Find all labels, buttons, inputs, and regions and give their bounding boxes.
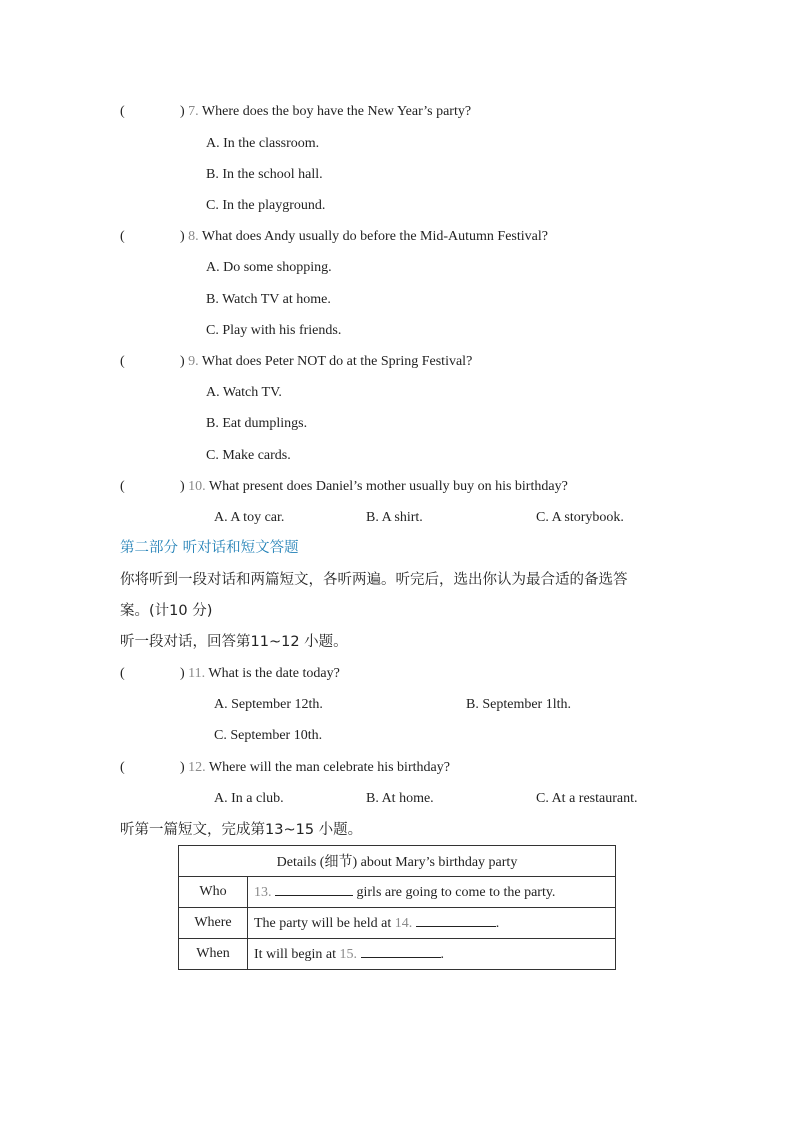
question-10-stem bbox=[180, 478, 568, 496]
question-12 bbox=[120, 759, 125, 777]
question-number: 12. bbox=[188, 760, 206, 775]
row-content bbox=[248, 877, 616, 908]
option-11b[interactable]: B. September 1lth. bbox=[466, 697, 571, 712]
option-11a[interactable]: A. September 12th. bbox=[214, 697, 323, 712]
table-row bbox=[179, 908, 616, 939]
answer-blank-13[interactable] bbox=[275, 883, 353, 896]
answer-blank-15[interactable] bbox=[361, 945, 441, 958]
answer-paren-open: ( bbox=[120, 666, 125, 681]
answer-paren-close: ) bbox=[180, 666, 185, 681]
option-8c[interactable]: C. Play with his friends. bbox=[206, 323, 342, 338]
question-number: 11. bbox=[188, 666, 206, 681]
question-9 bbox=[120, 353, 125, 371]
instruction-line-1: 你将听到一段对话和两篇短文，各听两遍。听完后，选出你认为最合适的备选答 bbox=[120, 572, 628, 588]
question-11-stem bbox=[180, 665, 340, 683]
passage-intro: 听第一篇短文，完成第13~15 小题。 bbox=[120, 822, 363, 838]
option-12a[interactable]: A. In a club. bbox=[214, 791, 284, 806]
question-text: What is the date today? bbox=[208, 666, 340, 681]
section-heading: 第二部分 听对话和短文答题 bbox=[120, 540, 299, 556]
question-10 bbox=[120, 478, 125, 496]
option-10a[interactable]: A. A toy car. bbox=[214, 510, 285, 525]
question-7-stem bbox=[180, 103, 471, 121]
question-7 bbox=[120, 103, 125, 121]
question-text: What does Peter NOT do at the Spring Festival? bbox=[201, 354, 473, 369]
answer-paren-open: ( bbox=[120, 104, 125, 119]
answer-paren-open: ( bbox=[120, 760, 125, 775]
option-9a[interactable]: A. Watch TV. bbox=[206, 385, 282, 400]
option-11c[interactable]: C. September 10th. bbox=[214, 728, 323, 743]
option-10c[interactable]: C. A storybook. bbox=[536, 510, 624, 525]
details-table bbox=[178, 845, 616, 970]
table-row bbox=[179, 877, 616, 908]
row-text-after: . bbox=[495, 916, 500, 931]
question-text: Where does the boy have the New Year’s party? bbox=[201, 104, 472, 119]
table-row bbox=[179, 939, 616, 970]
answer-paren-open: ( bbox=[120, 354, 125, 369]
answer-paren-close: ) bbox=[180, 479, 185, 494]
question-number: 10. bbox=[188, 479, 206, 494]
row-text-before: The party will be held at bbox=[254, 916, 392, 931]
option-10b[interactable]: B. A shirt. bbox=[366, 510, 423, 525]
dialogue-intro: 听一段对话，回答第11~12 小题。 bbox=[120, 634, 348, 650]
answer-paren-open: ( bbox=[120, 229, 125, 244]
row-content bbox=[248, 908, 616, 939]
question-11 bbox=[120, 665, 125, 683]
instruction-line-2: 案。(计10 分) bbox=[120, 603, 213, 619]
row-label: Who bbox=[179, 877, 248, 908]
question-number: 8. bbox=[188, 229, 199, 244]
question-number: 7. bbox=[188, 104, 199, 119]
option-7a[interactable]: A. In the classroom. bbox=[206, 136, 320, 151]
table-header-row bbox=[179, 846, 616, 877]
row-label: When bbox=[179, 939, 248, 970]
question-8 bbox=[120, 228, 125, 246]
option-8b[interactable]: B. Watch TV at home. bbox=[206, 292, 331, 307]
option-9c[interactable]: C. Make cards. bbox=[206, 448, 291, 463]
answer-blank-14[interactable] bbox=[416, 914, 496, 927]
blank-number: 14. bbox=[394, 916, 413, 931]
blank-number: 13. bbox=[254, 885, 272, 900]
row-text-after: . bbox=[440, 947, 445, 962]
question-8-stem bbox=[180, 228, 548, 246]
question-text: Where will the man celebrate his birthday? bbox=[208, 760, 450, 775]
answer-paren-close: ) bbox=[180, 760, 185, 775]
option-7b[interactable]: B. In the school hall. bbox=[206, 167, 323, 182]
option-7c[interactable]: C. In the playground. bbox=[206, 198, 326, 213]
option-12c[interactable]: C. At a restaurant. bbox=[536, 791, 638, 806]
question-number: 9. bbox=[188, 354, 199, 369]
question-9-stem bbox=[180, 353, 472, 371]
option-12b[interactable]: B. At home. bbox=[366, 791, 434, 806]
row-label: Where bbox=[179, 908, 248, 939]
row-text-after: girls are going to come to the party. bbox=[356, 885, 556, 900]
answer-paren-close: ) bbox=[180, 229, 185, 244]
answer-paren-close: ) bbox=[180, 104, 185, 119]
answer-paren-close: ) bbox=[180, 354, 185, 369]
row-content bbox=[248, 939, 616, 970]
question-text: What present does Daniel’s mother usually buy on his birthday? bbox=[208, 479, 568, 494]
answer-paren-open: ( bbox=[120, 479, 125, 494]
blank-number: 15. bbox=[339, 947, 358, 962]
row-text-before: It will begin at bbox=[254, 947, 337, 962]
table-title: Details (细节) about Mary’s birthday party bbox=[179, 846, 616, 877]
question-text: What does Andy usually do before the Mid-Autumn Festival? bbox=[201, 229, 548, 244]
option-9b[interactable]: B. Eat dumplings. bbox=[206, 416, 308, 431]
option-8a[interactable]: A. Do some shopping. bbox=[206, 260, 332, 275]
question-12-stem bbox=[180, 759, 450, 777]
